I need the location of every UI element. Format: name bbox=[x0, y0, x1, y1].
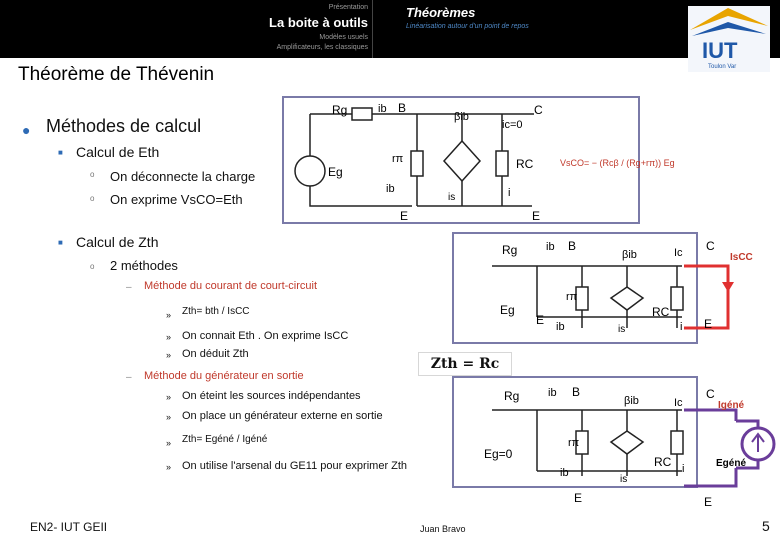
c3-ib: ib bbox=[548, 387, 557, 399]
c3-ic: Ic bbox=[674, 397, 683, 409]
c3-igene: Igéné bbox=[718, 400, 745, 411]
c3-beta: βib bbox=[624, 395, 639, 407]
c2-ic: Ic bbox=[674, 247, 683, 259]
item-method1: Méthode du courant de court-circuit bbox=[144, 280, 318, 292]
c3-eg: Eg=0 bbox=[484, 447, 513, 461]
c3-rc: RC bbox=[654, 455, 672, 469]
c2-eg: Eg bbox=[500, 303, 515, 317]
page-number: 5 bbox=[762, 518, 770, 534]
c3-i: i bbox=[682, 463, 685, 475]
dash-bullet: – bbox=[126, 372, 132, 383]
footer-author: Juan Bravo bbox=[420, 524, 466, 534]
item-calc-zth: Calcul de Zth bbox=[76, 234, 159, 250]
nav-presentation[interactable]: Présentation bbox=[328, 4, 368, 11]
item-know-eth: On connait Eth . On exprime IsCC bbox=[182, 330, 349, 342]
c3-e1: E bbox=[574, 491, 583, 505]
square-bullet-icon: ■ bbox=[58, 148, 63, 157]
c1-ib: ib bbox=[378, 103, 387, 115]
item-zth-formula1: Zth= bth / IsCC bbox=[182, 306, 250, 317]
c3-rg: Rg bbox=[504, 389, 520, 403]
svg-text:Toulon Var: Toulon Var bbox=[708, 64, 737, 70]
c2-c: C bbox=[706, 239, 715, 253]
circle-bullet-icon: o bbox=[90, 194, 95, 203]
iut-logo bbox=[688, 6, 770, 72]
svg-text:IUT: IUT bbox=[702, 38, 738, 63]
c1-eg: Eg bbox=[328, 165, 343, 179]
circuit-3-diagram bbox=[452, 376, 778, 512]
c1-is: is bbox=[448, 192, 456, 203]
c2-beta: βib bbox=[622, 249, 637, 261]
c3-ib2: ib bbox=[560, 467, 569, 479]
c3-c: C bbox=[706, 387, 715, 401]
c2-e2: E bbox=[704, 317, 713, 331]
item-zth-formula2: Zth= Egéné / Igéné bbox=[182, 434, 268, 445]
item-use-arsenal: On utilise l'arsenal du GE11 pour exprimer Zth bbox=[182, 460, 408, 472]
square-bullet-icon: ■ bbox=[58, 238, 63, 247]
c3-e2: E bbox=[704, 495, 713, 509]
c1-e1: E bbox=[400, 209, 409, 223]
c1-rpi: rπ bbox=[392, 153, 404, 165]
page-title: Théorème de Thévenin bbox=[18, 64, 215, 85]
c2-ib: ib bbox=[546, 241, 555, 253]
header-bar bbox=[0, 0, 780, 58]
item-place-gen: On place un générateur externe en sortie bbox=[182, 410, 383, 422]
c2-is: is bbox=[618, 324, 626, 335]
c2-rc: RC bbox=[652, 305, 670, 319]
c2-b: B bbox=[568, 239, 577, 253]
zth-result-box: Zth = Rc bbox=[418, 352, 512, 376]
chevron-bullet: » bbox=[166, 310, 172, 320]
item-turn-off: On éteint les sources indépendantes bbox=[182, 390, 361, 402]
nav-amplifiers[interactable]: Amplificateurs, les classiques bbox=[276, 44, 368, 51]
c2-ib2: ib bbox=[556, 321, 565, 333]
chevron-bullet: » bbox=[166, 438, 172, 448]
c1-vsco-formula: VsCO= − (Rcβ / (Rg+rπ)) Eg bbox=[560, 158, 675, 168]
chevron-bullet: » bbox=[166, 392, 172, 402]
c1-e2: E bbox=[532, 209, 541, 223]
c1-i: i bbox=[508, 187, 511, 199]
c3-generator-wire bbox=[684, 410, 736, 486]
c2-rpi: rπ bbox=[566, 291, 578, 303]
c1-rg: Rg bbox=[332, 103, 348, 117]
nav-models[interactable]: Modèles usuels bbox=[319, 34, 368, 41]
c2-arrow-icon bbox=[722, 282, 734, 292]
item-two-methods: 2 méthodes bbox=[110, 258, 178, 273]
heading-methods: Méthodes de calcul bbox=[46, 116, 202, 136]
nav-subsection[interactable]: Linéarisation autour d'un point de repos bbox=[406, 23, 529, 30]
nav-section[interactable]: Théorèmes bbox=[406, 5, 476, 20]
bullet-dot-icon: ● bbox=[22, 122, 31, 138]
c1-beta: βib bbox=[454, 111, 469, 123]
c3-is: is bbox=[620, 474, 628, 485]
c2-rg: Rg bbox=[502, 243, 518, 257]
c1-rc: RC bbox=[516, 157, 534, 171]
item-calc-eth: Calcul de Eth bbox=[76, 144, 160, 160]
circuit-1-diagram bbox=[282, 96, 675, 226]
chevron-bullet: » bbox=[166, 332, 172, 342]
c1-c: C bbox=[534, 103, 543, 117]
c3-egene: Egéné bbox=[716, 458, 747, 469]
item-disconnect: On déconnecte la charge bbox=[110, 169, 256, 184]
c2-e: E bbox=[536, 313, 545, 327]
item-method2: Méthode du générateur en sortie bbox=[144, 370, 304, 382]
item-express: On exprime VsCO=Eth bbox=[110, 192, 243, 207]
c1-b: B bbox=[398, 101, 407, 115]
c1-ib2: ib bbox=[386, 183, 395, 195]
c3-rpi: rπ bbox=[568, 437, 580, 449]
chevron-bullet: » bbox=[166, 462, 172, 472]
nav-toolbox[interactable]: La boite à outils bbox=[269, 15, 368, 30]
c2-iscc: IsCC bbox=[730, 252, 753, 263]
item-deduce: On déduit Zth bbox=[182, 348, 249, 360]
c1-ic: ic=0 bbox=[502, 119, 523, 131]
circuit-2-diagram bbox=[452, 232, 758, 346]
circle-bullet-icon: o bbox=[90, 170, 95, 179]
chevron-bullet: » bbox=[166, 350, 172, 360]
footer-course: EN2- IUT GEII bbox=[30, 520, 108, 534]
c3-b: B bbox=[572, 385, 581, 399]
c2-i: i bbox=[680, 321, 683, 333]
dash-bullet: – bbox=[126, 282, 132, 293]
circle-bullet-icon: o bbox=[90, 262, 95, 271]
chevron-bullet: » bbox=[166, 412, 172, 422]
